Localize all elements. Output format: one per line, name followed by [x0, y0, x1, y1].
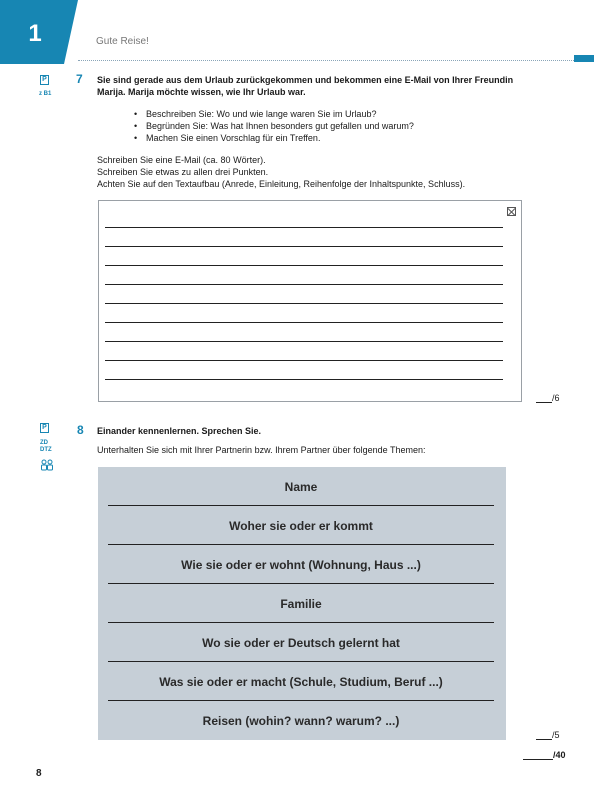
topic-item: Wo sie oder er Deutsch gelernt hat — [108, 624, 494, 662]
answer-line[interactable] — [105, 341, 503, 342]
topic-item: Woher sie oder er kommt — [108, 507, 494, 545]
chapter-number: 1 — [28, 20, 42, 47]
exam-marker-icon: P — [40, 75, 49, 85]
task-bullet-list — [134, 108, 414, 144]
topic-item: Familie — [108, 585, 494, 623]
exam-marker-icon: P — [40, 423, 49, 433]
answer-line[interactable] — [105, 246, 503, 247]
instruction-line: Achten Sie auf den Textaufbau (Anrede, Einleitung, Reihenfolge der Inhaltspunkte, Schluss). — [97, 179, 466, 189]
task-title-line-2: Marija. Marija möchte wissen, wie Ihr Urlaub war. — [97, 87, 306, 97]
partner-work-icon — [40, 459, 54, 471]
topic-panel — [98, 467, 506, 740]
topic-item: Was sie oder er macht (Schule, Studium, Beruf ...) — [108, 663, 494, 701]
header-divider — [78, 60, 594, 61]
answer-line[interactable] — [105, 284, 503, 285]
answer-line[interactable] — [105, 360, 503, 361]
bullet-item: • Begründen Sie: Was hat Ihnen besonders gut gefallen und warum? — [134, 120, 414, 132]
task-8-score[interactable]: /5 — [536, 730, 560, 740]
task-title-line-1: Sie sind gerade aus dem Urlaub zurückgekommen und bekommen eine E-Mail von Ihrer Freundin — [97, 75, 514, 85]
topic-item: Wie sie oder er wohnt (Wohnung, Haus ...) — [108, 546, 494, 584]
chapter-title: Gute Reise! — [96, 36, 149, 47]
task-number: 8 — [77, 423, 84, 437]
answer-line[interactable] — [105, 227, 503, 228]
task-title: Einander kennenlernen. Sprechen Sie. — [97, 426, 262, 436]
level-label: ZD — [40, 440, 48, 446]
bullet-item: • Beschreiben Sie: Wo und wie lange waren Sie im Urlaub? — [134, 108, 414, 120]
task-number: 7 — [76, 72, 83, 86]
level-label: z B1 — [39, 91, 52, 97]
topic-item: Name — [108, 468, 494, 506]
answer-line[interactable] — [105, 379, 503, 380]
level-label: DTZ — [40, 447, 52, 453]
task-7-score[interactable]: /6 — [536, 393, 560, 403]
answer-writing-box[interactable] — [98, 200, 522, 402]
bullet-item: • Machen Sie einen Vorschlag für ein Treffen. — [134, 132, 414, 144]
answer-line[interactable] — [105, 303, 503, 304]
instruction-line: Schreiben Sie eine E-Mail (ca. 80 Wörter). — [97, 155, 266, 165]
task-intro: Unterhalten Sie sich mit Ihrer Partnerin bzw. Ihrem Partner über folgende Themen: — [97, 445, 426, 455]
close-icon[interactable] — [507, 207, 516, 216]
header-accent-bar — [574, 55, 594, 62]
answer-line[interactable] — [105, 265, 503, 266]
task-instructions — [97, 154, 465, 190]
answer-line[interactable] — [105, 322, 503, 323]
instruction-line: Schreiben Sie etwas zu allen drei Punkten. — [97, 167, 269, 177]
total-score[interactable]: /40 — [523, 750, 566, 760]
page-number: 8 — [36, 768, 42, 779]
topic-item: Reisen (wohin? wann? warum? ...) — [202, 714, 400, 728]
